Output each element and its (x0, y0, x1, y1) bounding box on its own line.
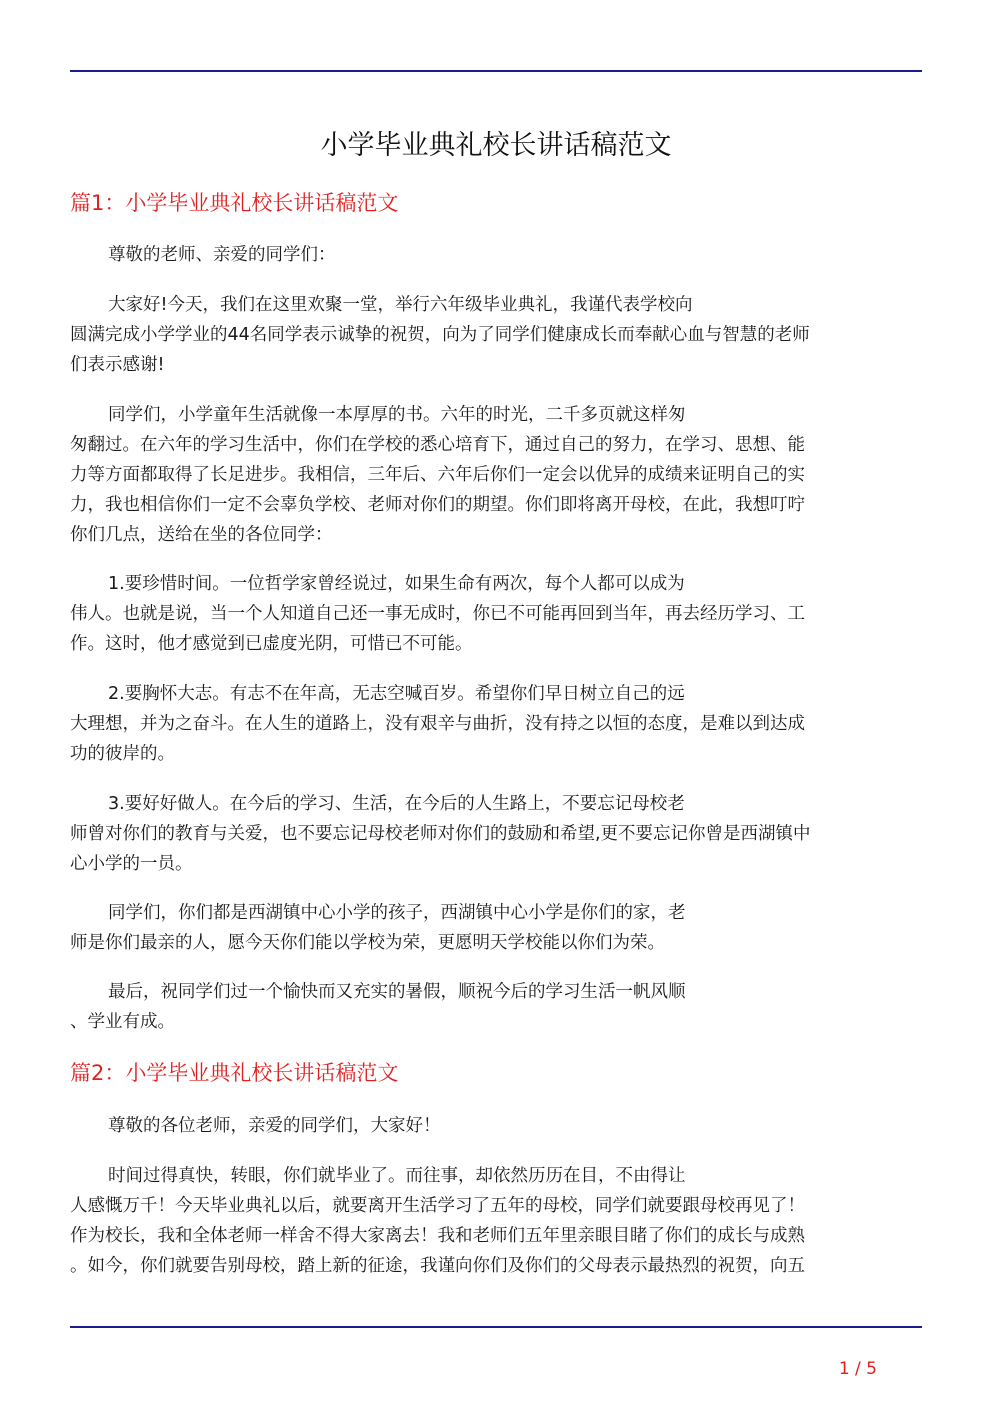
paragraph-line: 。如今，你们就要告别母校，踏上新的征途，我谨向你们及你们的父母表示最热烈的祝贺，向五 (70, 1256, 805, 1276)
paragraph-line: 1.要珍惜时间。一位哲学家曾经说过，如果生命有两次，每个人都可以成为 (108, 574, 685, 594)
footer-rule (70, 1326, 922, 1328)
section-2-heading: 篇2：小学毕业典礼校长讲话稿范文 (70, 1061, 399, 1085)
paragraph-line: 最后，祝同学们过一个愉快而又充实的暑假，顺祝今后的学习生活一帆风顺 (108, 982, 686, 1002)
paragraph-line: 时间过得真快，转眼，你们就毕业了。而往事，却依然历历在目，不由得让 (108, 1166, 686, 1186)
paragraph-line: 心小学的一员。 (70, 854, 193, 874)
paragraph-line: 、学业有成。 (70, 1012, 175, 1032)
header-rule (70, 70, 922, 72)
document-title: 小学毕业典礼校长讲话稿范文 (320, 130, 672, 161)
paragraph-line: 大家好!今天，我们在这里欢聚一堂，举行六年级毕业典礼，我谨代表学校向 (108, 295, 693, 315)
paragraph-line: 大理想，并为之奋斗。在人生的道路上，没有艰辛与曲折，没有持之以恒的态度，是难以到达成 (70, 714, 805, 734)
paragraph-line: 你们几点，送给在坐的各位同学： (70, 525, 333, 545)
section-1-heading: 篇1：小学毕业典礼校长讲话稿范文 (70, 191, 399, 215)
s1-paragraph-2 (70, 290, 922, 380)
paragraph-line: 2.要胸怀大志。有志不在年高，无志空喊百岁。希望你们早日树立自己的远 (108, 684, 685, 704)
paragraph-line: 力，我也相信你们一定不会辜负学校、老师对你们的期望。你们即将离开母校，在此，我想叮咛 (70, 495, 805, 515)
s1-paragraph-6 (70, 789, 922, 879)
paragraph-line: 人感慨万千！今天毕业典礼以后，就要离开生活学习了五年的母校，同学们就要跟母校再见了！ (70, 1196, 805, 1216)
paragraph-line: 圆满完成小学学业的44名同学表示诚挚的祝贺，向为了同学们健康成长而奉献心血与智慧的老师 (70, 325, 810, 345)
paragraph-line: 尊敬的各位老师，亲爱的同学们，大家好！ (108, 1116, 441, 1136)
s1-paragraph-5 (70, 679, 922, 769)
paragraph-line: 尊敬的老师、亲爱的同学们： (108, 245, 336, 265)
paragraph-line: 们表示感谢! (70, 355, 165, 375)
paragraph-line: 作为校长，我和全体老师一样舍不得大家离去！我和老师们五年里亲眼目睹了你们的成长与成熟 (70, 1226, 805, 1246)
paragraph-line: 伟人。也就是说，当一个人知道自己还一事无成时，你已不可能再回到当年，再去经历学习、工 (70, 604, 805, 624)
page-number: 1 / 5 (838, 1359, 877, 1379)
paragraph-line: 功的彼岸的。 (70, 744, 175, 764)
paragraph-line: 3.要好好做人。在今后的学习、生活，在今后的人生路上，不要忘记母校老 (108, 794, 685, 814)
s1-paragraph-1 (70, 240, 922, 270)
s2-paragraph-2 (70, 1161, 922, 1281)
s1-paragraph-4 (70, 569, 922, 659)
s1-paragraph-3 (70, 400, 922, 550)
paragraph-line: 同学们，小学童年生活就像一本厚厚的书。六年的时光，二千多页就这样匆 (108, 405, 686, 425)
paragraph-line: 力等方面都取得了长足进步。我相信，三年后、六年后你们一定会以优异的成绩来证明自己的实 (70, 465, 805, 485)
paragraph-line: 作。这时，他才感觉到已虚度光阴，可惜已不可能。 (70, 634, 473, 654)
paragraph-line: 同学们，你们都是西湖镇中心小学的孩子，西湖镇中心小学是你们的家，老 (108, 903, 686, 923)
s2-paragraph-1 (70, 1111, 922, 1141)
s1-paragraph-7 (70, 898, 922, 958)
paragraph-line: 师是你们最亲的人，愿今天你们能以学校为荣，更愿明天学校能以你们为荣。 (70, 933, 665, 953)
paragraph-line: 师曾对你们的教育与关爱，也不要忘记母校老师对你们的鼓励和希望,更不要忘记你曾是西湖镇中 (70, 824, 811, 844)
s1-paragraph-8 (70, 977, 922, 1037)
paragraph-line: 匆翻过。在六年的学习生活中，你们在学校的悉心培育下，通过自己的努力，在学习、思想、能 (70, 435, 805, 455)
